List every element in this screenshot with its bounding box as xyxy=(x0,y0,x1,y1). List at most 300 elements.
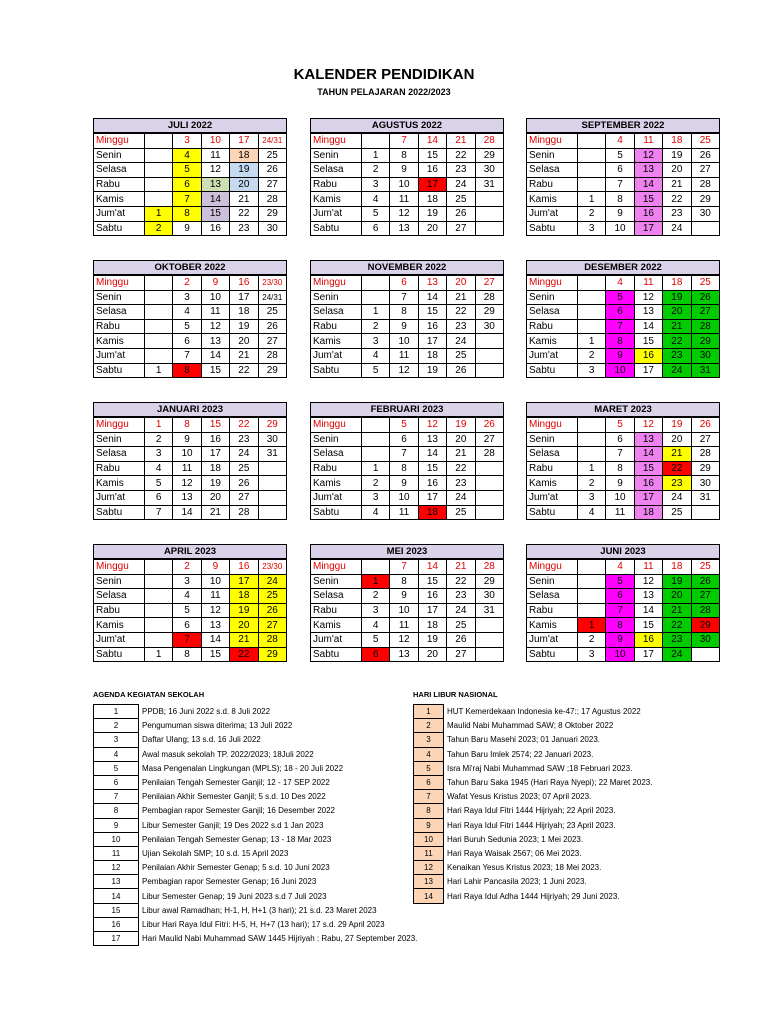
month-table xyxy=(526,559,720,662)
week-row xyxy=(311,418,504,433)
month-calendar xyxy=(526,260,720,378)
date-cell: 17 xyxy=(418,490,446,505)
date-cell: 24 xyxy=(663,221,691,236)
date-cell: 25 xyxy=(691,560,719,575)
date-cell: 20 xyxy=(230,618,258,633)
item-text: Hari Maulid Nabi Muhammad SAW 1445 Hijriyah : Rabu, 27 September 2023. xyxy=(142,934,418,944)
item-number: 2 xyxy=(414,719,444,733)
date-cell: 30 xyxy=(475,589,503,604)
date-cell: 8 xyxy=(173,418,201,433)
date-cell: 25 xyxy=(230,461,258,476)
date-cell: 13 xyxy=(418,276,446,291)
date-cell: 26 xyxy=(691,418,719,433)
date-cell: 13 xyxy=(634,163,662,178)
weekday-label: Kamis xyxy=(311,334,362,349)
date-cell: 21 xyxy=(663,603,691,618)
date-cell: 8 xyxy=(606,192,634,207)
date-cell: 5 xyxy=(606,290,634,305)
date-cell: 3 xyxy=(361,177,389,192)
date-cell: 27 xyxy=(258,618,286,633)
weekday-label: Minggu xyxy=(311,134,362,149)
date-cell: 14 xyxy=(418,290,446,305)
item-text: Hari Raya Idul Fitri 1444 Hijriyah; 22 April 2023. xyxy=(447,806,616,816)
weekday-label: Jum'at xyxy=(94,632,145,647)
weekday-label: Selasa xyxy=(94,589,145,604)
weekday-label: Sabtu xyxy=(94,647,145,662)
item-text: Hari Raya Idul Adha 1444 Hijriyah; 29 Juni 2023. xyxy=(447,891,620,901)
date-cell: 17 xyxy=(634,490,662,505)
week-row xyxy=(311,334,504,349)
date-cell: 28 xyxy=(475,447,503,462)
date-cell: 7 xyxy=(390,560,418,575)
date-cell: 21 xyxy=(447,447,475,462)
date-cell: 10 xyxy=(606,363,634,378)
list-item xyxy=(414,719,653,733)
week-row xyxy=(311,476,504,491)
date-cell: 11 xyxy=(606,505,634,520)
date-cell: 29 xyxy=(691,461,719,476)
item-text: Penilaian Akhir Semester Ganjil; 5 s.d. 10 Des 2022 xyxy=(142,792,326,802)
date-cell: 29 xyxy=(691,334,719,349)
date-cell: 25 xyxy=(258,148,286,163)
weekday-label: Jum'at xyxy=(94,348,145,363)
date-cell: 20 xyxy=(663,305,691,320)
date-cell: 14 xyxy=(418,560,446,575)
weekday-label: Rabu xyxy=(527,319,578,334)
list-item xyxy=(414,790,653,804)
date-cell: 28 xyxy=(258,632,286,647)
date-cell xyxy=(577,603,605,618)
date-cell: 15 xyxy=(201,363,229,378)
date-cell: 9 xyxy=(201,560,229,575)
week-row xyxy=(94,276,287,291)
date-cell: 2 xyxy=(173,276,201,291)
date-cell: 29 xyxy=(258,647,286,662)
date-cell xyxy=(144,290,172,305)
list-item xyxy=(414,832,653,846)
date-cell: 14 xyxy=(634,177,662,192)
date-cell: 20 xyxy=(447,432,475,447)
date-cell: 19 xyxy=(663,148,691,163)
date-cell: 30 xyxy=(691,206,719,221)
item-text: Masa Pengenalan Lingkungan (MPLS); 18 - 20 Juli 2022 xyxy=(142,763,344,773)
date-cell: 1 xyxy=(144,206,172,221)
date-cell: 29 xyxy=(475,305,503,320)
date-cell: 13 xyxy=(201,177,229,192)
date-cell: 4 xyxy=(173,305,201,320)
date-cell: 30 xyxy=(691,632,719,647)
date-cell: 28 xyxy=(691,177,719,192)
item-number: 14 xyxy=(414,889,444,903)
date-cell: 7 xyxy=(173,348,201,363)
date-cell xyxy=(258,490,286,505)
item-number: 8 xyxy=(94,804,139,818)
date-cell: 3 xyxy=(144,447,172,462)
date-cell: 21 xyxy=(230,348,258,363)
item-text: HUT Kemerdekaan Indonesia ke-47:; 17 Agustus 2022 xyxy=(447,707,641,717)
weekday-label: Jum'at xyxy=(527,632,578,647)
date-cell: 20 xyxy=(663,163,691,178)
date-cell xyxy=(144,134,172,149)
date-cell: 24 xyxy=(663,647,691,662)
date-cell: 3 xyxy=(577,363,605,378)
item-text: Penilaian Akhir Semester Genap; 5 s.d. 10 Juni 2023 xyxy=(142,863,330,873)
item-number: 17 xyxy=(94,932,139,946)
date-cell: 11 xyxy=(390,348,418,363)
date-cell: 26 xyxy=(691,574,719,589)
item-number: 8 xyxy=(414,804,444,818)
month-title: APRIL 2023 xyxy=(93,544,287,559)
date-cell xyxy=(691,505,719,520)
item-number: 6 xyxy=(414,775,444,789)
date-cell: 16 xyxy=(418,476,446,491)
date-cell xyxy=(577,432,605,447)
date-cell: 22 xyxy=(230,418,258,433)
month-table xyxy=(526,275,720,378)
list-item xyxy=(94,733,418,747)
date-cell: 4 xyxy=(361,505,389,520)
week-row xyxy=(311,363,504,378)
item-text: Tahun Baru Saka 1945 (Hari Raya Nyepi); 22 Maret 2023. xyxy=(447,778,653,788)
list-item xyxy=(414,846,653,860)
month-table xyxy=(526,133,720,236)
item-number: 7 xyxy=(94,790,139,804)
list-item xyxy=(94,705,418,719)
item-text: PPDB; 16 Juni 2022 s.d. 8 Juli 2022 xyxy=(142,707,271,717)
date-cell: 7 xyxy=(606,319,634,334)
week-row xyxy=(527,447,720,462)
date-cell: 29 xyxy=(258,206,286,221)
date-cell: 7 xyxy=(606,603,634,618)
date-cell: 4 xyxy=(361,348,389,363)
weekday-label: Selasa xyxy=(94,163,145,178)
week-row xyxy=(527,276,720,291)
date-cell: 1 xyxy=(577,334,605,349)
date-cell xyxy=(144,589,172,604)
date-cell: 15 xyxy=(201,418,229,433)
date-cell: 25 xyxy=(258,305,286,320)
date-cell: 8 xyxy=(390,574,418,589)
date-cell: 5 xyxy=(606,574,634,589)
date-cell: 20 xyxy=(230,177,258,192)
date-cell: 19 xyxy=(230,163,258,178)
date-cell: 19 xyxy=(418,206,446,221)
date-cell xyxy=(144,560,172,575)
weekday-label: Rabu xyxy=(311,177,362,192)
month-table xyxy=(310,133,504,236)
weekday-label: Kamis xyxy=(527,192,578,207)
date-cell: 3 xyxy=(173,574,201,589)
date-cell: 6 xyxy=(173,334,201,349)
date-cell: 24 xyxy=(663,363,691,378)
date-cell: 19 xyxy=(418,632,446,647)
date-cell: 13 xyxy=(390,647,418,662)
date-cell: 6 xyxy=(144,490,172,505)
date-cell: 18 xyxy=(634,505,662,520)
week-row xyxy=(94,305,287,320)
week-row xyxy=(527,334,720,349)
date-cell: 17 xyxy=(418,603,446,618)
date-cell: 7 xyxy=(390,134,418,149)
month-calendar xyxy=(93,118,287,236)
date-cell: 12 xyxy=(173,476,201,491)
date-cell xyxy=(475,505,503,520)
date-cell xyxy=(361,447,389,462)
date-cell: 8 xyxy=(606,618,634,633)
week-row xyxy=(527,305,720,320)
date-cell: 1 xyxy=(144,363,172,378)
weekday-label: Sabtu xyxy=(94,505,145,520)
list-item xyxy=(94,903,418,917)
month-title: MEI 2023 xyxy=(310,544,504,559)
date-cell: 15 xyxy=(201,206,229,221)
weekday-label: Kamis xyxy=(94,476,145,491)
date-cell: 19 xyxy=(663,574,691,589)
date-cell xyxy=(577,418,605,433)
date-cell: 9 xyxy=(390,589,418,604)
date-cell: 21 xyxy=(230,632,258,647)
week-row xyxy=(94,432,287,447)
date-cell: 24 xyxy=(230,447,258,462)
date-cell: 21 xyxy=(230,192,258,207)
national-holiday-list xyxy=(413,704,653,904)
date-cell: 31 xyxy=(258,447,286,462)
date-cell xyxy=(144,148,172,163)
date-cell: 30 xyxy=(258,221,286,236)
date-cell: 27 xyxy=(691,163,719,178)
date-cell: 13 xyxy=(173,490,201,505)
date-cell: 26 xyxy=(258,163,286,178)
week-row xyxy=(527,560,720,575)
calendar-grid xyxy=(93,118,720,663)
list-item xyxy=(414,775,653,789)
date-cell: 22 xyxy=(447,148,475,163)
date-cell: 25 xyxy=(447,192,475,207)
week-row xyxy=(527,618,720,633)
date-cell: 2 xyxy=(361,476,389,491)
weekday-label: Kamis xyxy=(527,476,578,491)
date-cell xyxy=(258,505,286,520)
date-cell: 17 xyxy=(201,447,229,462)
month-title: SEPTEMBER 2022 xyxy=(526,118,720,133)
week-row xyxy=(527,177,720,192)
weekday-label: Senin xyxy=(94,574,145,589)
date-cell: 25 xyxy=(447,618,475,633)
week-row xyxy=(527,134,720,149)
date-cell: 4 xyxy=(606,276,634,291)
week-row xyxy=(311,647,504,662)
list-item xyxy=(94,761,418,775)
date-cell xyxy=(144,618,172,633)
item-number: 5 xyxy=(414,761,444,775)
week-row xyxy=(311,490,504,505)
date-cell: 26 xyxy=(691,148,719,163)
agenda-heading: AGENDA KEGIATAN SEKOLAH xyxy=(93,690,205,699)
date-cell: 11 xyxy=(634,134,662,149)
date-cell: 5 xyxy=(173,319,201,334)
date-cell xyxy=(144,163,172,178)
item-text: Wafat Yesus Kristus 2023; 07 April 2023. xyxy=(447,792,592,802)
date-cell: 5 xyxy=(173,603,201,618)
date-cell: 12 xyxy=(634,290,662,305)
list-item xyxy=(94,846,418,860)
week-row xyxy=(94,647,287,662)
date-cell: 1 xyxy=(361,305,389,320)
week-row xyxy=(94,447,287,462)
date-cell: 17 xyxy=(634,221,662,236)
week-row xyxy=(94,334,287,349)
date-cell: 10 xyxy=(201,574,229,589)
week-row xyxy=(311,305,504,320)
month-title: FEBRUARI 2023 xyxy=(310,402,504,417)
date-cell: 17 xyxy=(230,574,258,589)
date-cell: 11 xyxy=(634,276,662,291)
week-row xyxy=(311,505,504,520)
date-cell: 22 xyxy=(663,461,691,476)
date-cell: 11 xyxy=(634,560,662,575)
item-text: Daftar Ulang; 13 s.d. 16 Juli 2022 xyxy=(142,735,261,745)
date-cell xyxy=(258,461,286,476)
date-cell: 2 xyxy=(577,206,605,221)
date-cell xyxy=(475,334,503,349)
weekday-label: Senin xyxy=(94,432,145,447)
week-row xyxy=(527,632,720,647)
date-cell: 2 xyxy=(144,432,172,447)
date-cell: 28 xyxy=(475,290,503,305)
week-row xyxy=(527,505,720,520)
date-cell: 15 xyxy=(634,192,662,207)
date-cell: 30 xyxy=(691,476,719,491)
item-number: 16 xyxy=(94,917,139,931)
date-cell: 5 xyxy=(361,363,389,378)
weekday-label: Kamis xyxy=(311,192,362,207)
item-text: Pembagian rapor Semester Ganjil; 16 Desember 2022 xyxy=(142,806,335,816)
date-cell: 12 xyxy=(390,363,418,378)
item-text: Hari Lahir Pancasila 2023; 1 Juni 2023. xyxy=(447,877,587,887)
date-cell xyxy=(475,348,503,363)
weekday-label: Rabu xyxy=(527,603,578,618)
agenda-list xyxy=(93,704,418,946)
date-cell: 23 xyxy=(230,432,258,447)
date-cell: 21 xyxy=(201,505,229,520)
date-cell: 9 xyxy=(606,348,634,363)
week-row xyxy=(94,148,287,163)
date-cell: 15 xyxy=(418,148,446,163)
date-cell: 11 xyxy=(390,192,418,207)
date-cell: 9 xyxy=(390,163,418,178)
date-cell: 20 xyxy=(447,276,475,291)
date-cell: 3 xyxy=(361,334,389,349)
date-cell: 8 xyxy=(606,461,634,476)
date-cell: 6 xyxy=(361,221,389,236)
weekday-label: Sabtu xyxy=(527,647,578,662)
date-cell: 31 xyxy=(691,363,719,378)
weekday-label: Selasa xyxy=(311,447,362,462)
week-row xyxy=(94,505,287,520)
date-cell: 22 xyxy=(663,192,691,207)
date-cell: 3 xyxy=(173,290,201,305)
week-row xyxy=(94,603,287,618)
date-cell: 17 xyxy=(230,290,258,305)
date-cell: 14 xyxy=(418,447,446,462)
date-cell: 2 xyxy=(361,589,389,604)
list-item xyxy=(94,775,418,789)
week-row xyxy=(311,163,504,178)
date-cell: 12 xyxy=(418,418,446,433)
date-cell: 13 xyxy=(201,334,229,349)
date-cell: 22 xyxy=(230,647,258,662)
item-text: Libur Hari Raya Idul Fitri: H-5, H, H+7 (13 hari); 17 s.d. 29 April 2023 xyxy=(142,919,385,929)
date-cell: 21 xyxy=(663,319,691,334)
date-cell: 20 xyxy=(663,589,691,604)
month-title: JANUARI 2023 xyxy=(93,402,287,417)
date-cell: 28 xyxy=(691,319,719,334)
weekday-label: Rabu xyxy=(94,603,145,618)
date-cell: 27 xyxy=(447,647,475,662)
weekday-label: Selasa xyxy=(311,305,362,320)
month-table xyxy=(93,275,287,378)
weekday-label: Rabu xyxy=(94,177,145,192)
date-cell: 19 xyxy=(663,418,691,433)
list-item xyxy=(414,705,653,719)
date-cell: 7 xyxy=(173,192,201,207)
date-cell: 4 xyxy=(361,192,389,207)
list-item xyxy=(94,804,418,818)
date-cell: 27 xyxy=(475,276,503,291)
week-row xyxy=(94,206,287,221)
weekday-label: Sabtu xyxy=(311,363,362,378)
list-item xyxy=(94,790,418,804)
date-cell: 3 xyxy=(577,221,605,236)
item-number: 11 xyxy=(414,846,444,860)
date-cell: 31 xyxy=(475,603,503,618)
item-text: Ujian Sekolah SMP; 10 s.d. 15 April 2023 xyxy=(142,848,289,858)
date-cell: 16 xyxy=(418,163,446,178)
list-item xyxy=(94,719,418,733)
weekday-label: Minggu xyxy=(94,134,145,149)
date-cell: 1 xyxy=(144,418,172,433)
date-cell: 18 xyxy=(663,560,691,575)
date-cell xyxy=(577,290,605,305)
date-cell xyxy=(144,574,172,589)
date-cell: 4 xyxy=(606,134,634,149)
date-cell: 18 xyxy=(230,589,258,604)
weekday-label: Senin xyxy=(527,574,578,589)
weekday-label: Selasa xyxy=(527,447,578,462)
date-cell xyxy=(475,647,503,662)
week-row xyxy=(94,461,287,476)
date-cell: 13 xyxy=(634,432,662,447)
date-cell: 22 xyxy=(663,334,691,349)
weekday-label: Sabtu xyxy=(527,221,578,236)
weekday-label: Minggu xyxy=(94,418,145,433)
date-cell: 14 xyxy=(201,348,229,363)
date-cell xyxy=(577,447,605,462)
date-cell: 9 xyxy=(606,476,634,491)
date-cell: 16 xyxy=(634,632,662,647)
page-title: KALENDER PENDIDIKAN xyxy=(293,66,475,83)
weekday-label: Selasa xyxy=(527,589,578,604)
date-cell: 16 xyxy=(230,560,258,575)
weekday-label: Sabtu xyxy=(311,647,362,662)
month-table xyxy=(310,417,504,520)
date-cell xyxy=(577,305,605,320)
date-cell: 30 xyxy=(475,319,503,334)
date-cell: 23 xyxy=(663,632,691,647)
month-calendar xyxy=(310,260,504,378)
weekday-label: Minggu xyxy=(527,276,578,291)
weekday-label: Rabu xyxy=(94,319,145,334)
